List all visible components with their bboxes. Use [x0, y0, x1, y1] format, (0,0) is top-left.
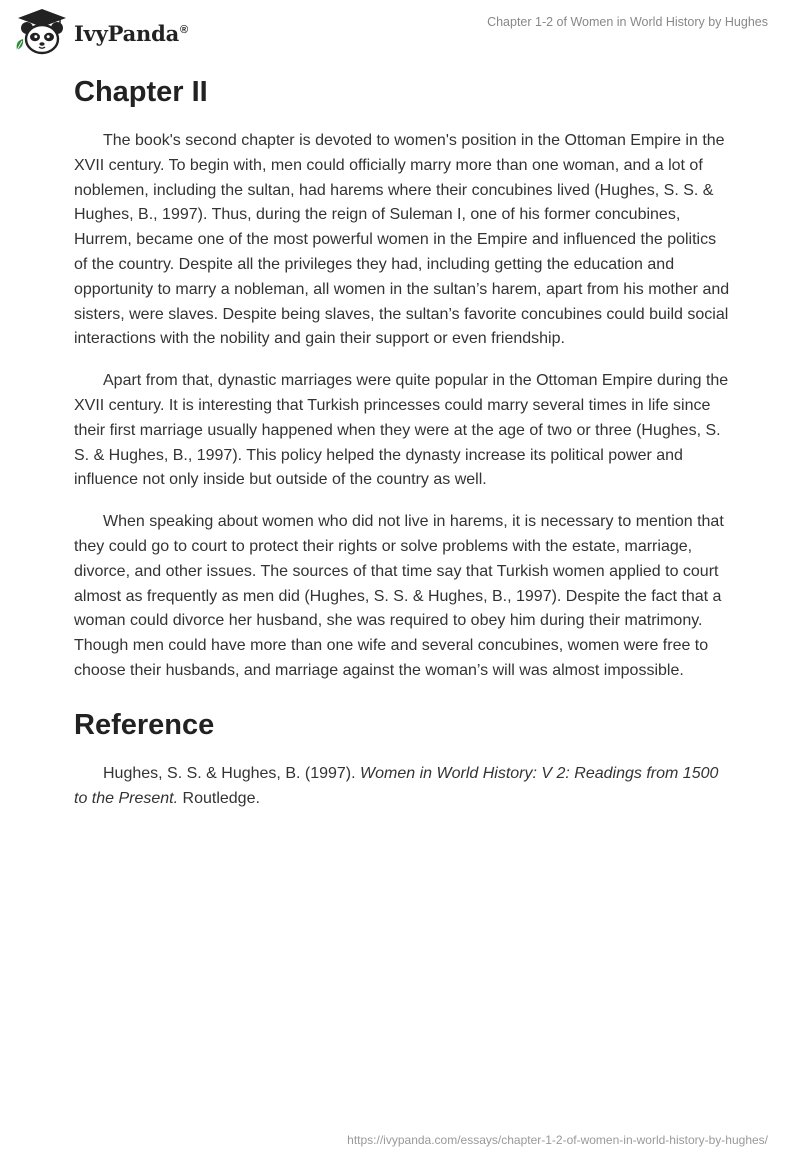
reference-heading: Reference [74, 708, 215, 741]
body-paragraph: The book's second chapter is devoted to women's position in the Ottoman Empire in the XVII century. To begin with, men could officially marry more than one woman, and a lot of noblemen, including the sultan, had harems where their concubines lived (Hughes, S. S. & Hughes, B., 1997). Thus, during the reign of Suleman I, one of his former concubines, Hurrem, became one of the most powerful women in the Empire and influenced the politics of the country. Despite all the privileges they had, including getting the education and opportunity to marry a nobleman, all women in the sultan’s harem, apart from his mother and sisters, were slaves. Despite being slaves, the sultan’s favorite concubines could build social interactions with the nobility and gain their support or even friendship. [74, 132, 730, 348]
page-header [0, 0, 800, 60]
body-paragraph: When speaking about women who did not live in harems, it is necessary to mention that they could go to court to protect their rights or solve problems with the estate, marriage, divorce, and other issues. The sources of that time say that Turkish women applied to court almost as frequently as men did (Hughes, S. S. & Hughes, B., 1997). Despite the fact that a woman could divorce her husband, she was required to obey him during their matrimony. Though men could have more than one wife and several concubines, women were free to choose their husbands, and marriage against the woman’s will was almost impossible. [74, 513, 724, 679]
chapter-heading: Chapter II [74, 76, 208, 108]
reference-publisher: Routledge. [182, 789, 260, 807]
brand-name [74, 21, 188, 46]
ivypanda-logo[interactable] [14, 8, 188, 56]
reference-authors: Hughes, S. S. & Hughes, B. (1997). [103, 764, 356, 782]
registered-mark: ® [180, 23, 188, 36]
document-title: Chapter 1-2 of Women in World History by Hughes [487, 15, 768, 29]
body-paragraph: Apart from that, dynastic marriages were quite popular in the Ottoman Empire during the XVII century. It is interesting that Turkish princesses could marry several times in life since their first marriage usually happened when they were at the age of two or three (Hughes, S. S. & Hughes, B., 1997). This policy helped the dynasty increase its political power and influence not only inside but outside of the country as well. [74, 372, 729, 489]
source-url[interactable]: https://ivypanda.com/essays/chapter-1-2-of-women-in-world-history-by-hughes/ [347, 1133, 768, 1147]
panda-graduation-cap-icon [14, 8, 70, 56]
reference-entry [74, 762, 730, 812]
reference-title: Women in World History: V 2: Readings from 1500 to the Present. [74, 764, 719, 807]
brand-name-text: IvyPanda [74, 20, 180, 46]
document-body [74, 70, 730, 828]
